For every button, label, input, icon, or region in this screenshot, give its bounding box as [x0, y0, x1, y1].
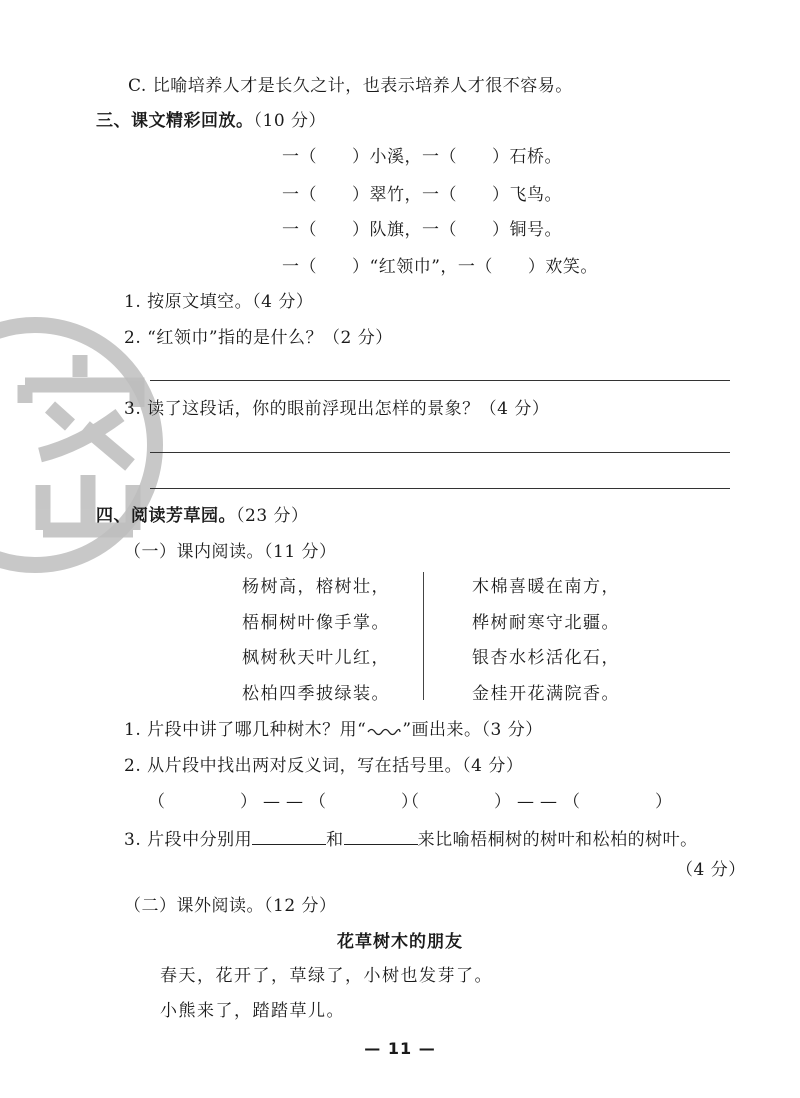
- p1-q1-after: ”画出来。（3 分）: [402, 720, 543, 740]
- answer-line-q3-a[interactable]: [150, 452, 730, 453]
- section3-heading: [96, 109, 326, 133]
- antonym-pair-2[interactable]: （ ）——（ ）: [402, 792, 678, 812]
- page-number: — 11 —: [364, 1039, 436, 1058]
- antonym-pair-1[interactable]: （ ）——（ ）: [148, 792, 424, 812]
- q3-blank-1[interactable]: [252, 826, 326, 845]
- poem-right-line-2: 桦树耐寒守北疆。: [472, 613, 620, 633]
- p1-q3-part2: 和: [326, 830, 344, 850]
- poem-left-line-1: 杨树高，榕树壮，: [242, 577, 390, 597]
- story-line-2: 小熊来了，踏踏草儿。: [160, 1001, 345, 1021]
- poem-left-line-2: 梧桐树叶像手掌。: [242, 613, 390, 633]
- answer-line-q2[interactable]: [150, 380, 730, 381]
- poem-divider: [423, 572, 424, 700]
- section4-title: 四、阅读芳草园。: [96, 506, 236, 526]
- p1-question-3: [124, 826, 698, 852]
- story-line-1: 春天，花开了，草绿了，小树也发芽了。: [160, 966, 493, 986]
- fill-line-1[interactable]: 一（ ）小溪，一（ ）石桥。: [282, 147, 562, 167]
- q3-blank-2[interactable]: [344, 826, 418, 845]
- poem-right-line-1: 木棉喜暖在南方，: [472, 577, 620, 597]
- confidential-stamp-watermark: [0, 315, 195, 575]
- section3-title: 三、课文精彩回放。: [96, 111, 254, 131]
- section3-points: （10 分）: [253, 111, 327, 131]
- story-title: 花草树木的朋友: [337, 932, 463, 952]
- part1-title: （一）课内阅读。（11 分）: [124, 542, 337, 562]
- section4-heading: [96, 504, 309, 528]
- p1-question-1: [124, 718, 543, 742]
- s3-question-2: 2. “红领巾”指的是什么？（2 分）: [124, 328, 393, 348]
- s3-question-3: 3. 读了这段话，你的眼前浮现出怎样的景象？（4 分）: [124, 399, 550, 419]
- p1-q1-before: 1. 片段中讲了哪几种树木？用“: [124, 720, 367, 740]
- poem-right-line-4: 金桂开花满院香。: [472, 684, 620, 704]
- wavy-underline-icon: [366, 723, 402, 737]
- p1-question-2: 2. 从片段中找出两对反义词，写在括号里。（4 分）: [124, 756, 524, 776]
- p1-q3-part1: 3. 片段中分别用: [124, 830, 253, 850]
- fill-line-3[interactable]: 一（ ）队旗，一（ ）铜号。: [282, 220, 562, 240]
- part2-title: （二）课外阅读。（12 分）: [124, 896, 337, 916]
- poem-left-line-3: 枫树秋天叶儿红，: [242, 648, 390, 668]
- fill-line-4[interactable]: 一（ ）“红领巾”，一（ ）欢笑。: [282, 257, 598, 277]
- fill-line-2[interactable]: 一（ ）翠竹，一（ ）飞鸟。: [282, 185, 562, 205]
- answer-line-q3-b[interactable]: [150, 488, 730, 489]
- section4-points: （23 分）: [236, 506, 309, 526]
- s3-question-1: 1. 按原文填空。（4 分）: [124, 292, 314, 312]
- p1-q3-points: （4 分）: [676, 860, 746, 880]
- option-c: C. 比喻培养人才是长久之计，也表示培养人才很不容易。: [128, 76, 573, 96]
- poem-right-line-3: 银杏水杉活化石，: [472, 648, 620, 668]
- poem-left-line-4: 松柏四季披绿装。: [242, 684, 390, 704]
- p1-q3-part3: 来比喻梧桐树的树叶和松柏的树叶。: [417, 830, 698, 850]
